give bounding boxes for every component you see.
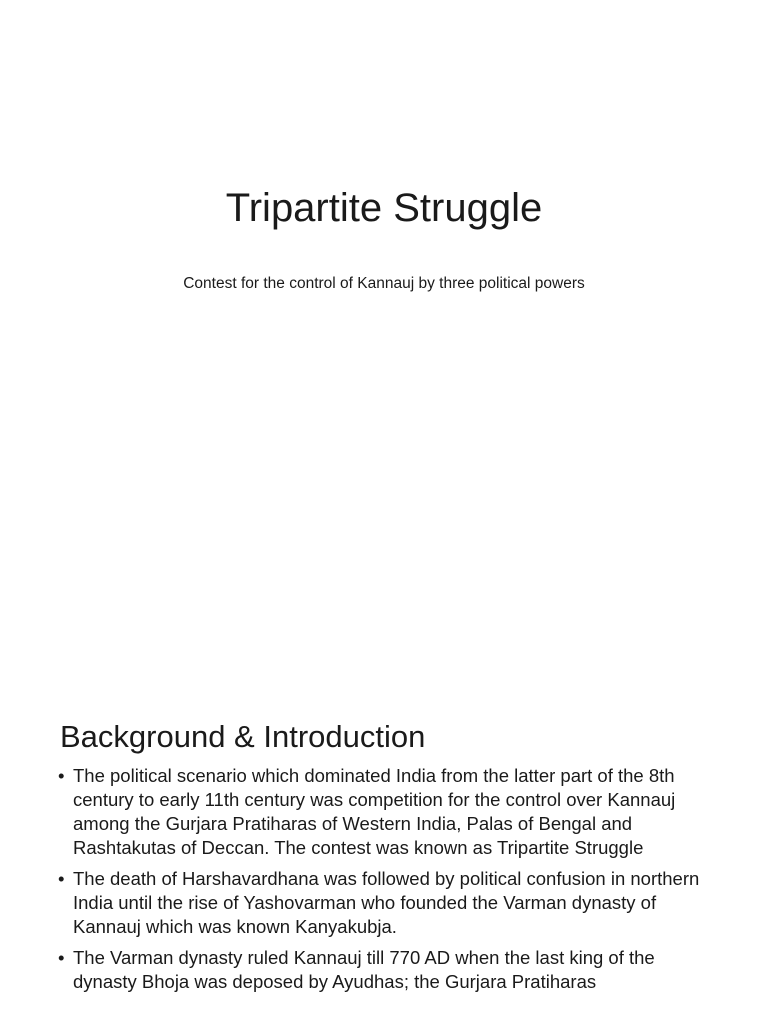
slide-subtitle: Contest for the control of Kannauj by three political powers: [183, 275, 585, 292]
bullet-text: The death of Harshavardhana was followed by political confusion in northern India until the rise of Yashovarman who founded the Varman dynasty of Kannauj which was known Kanyakubja.: [73, 868, 700, 937]
bullet-item: [58, 946, 718, 994]
bullet-item: [58, 764, 718, 860]
bullet-text: The Varman dynasty ruled Kannauj till 770 AD when the last king of the dynasty Bhoja was deposed by Ayudhas; the Gurjara Pratiharas: [73, 947, 655, 992]
bullet-item: [58, 867, 718, 939]
section-heading: Background & Introduction: [60, 719, 426, 754]
bullet-icon: •: [58, 947, 65, 968]
bullet-text: The political scenario which dominated India from the latter part of the 8th century to early 11th century was competition for the control over Kannauj among the Gurjara Pratiharas of Western India, Palas of Bengal and Rashtakutas of Deccan. The contest was known as Tripartite Struggle: [73, 765, 676, 858]
slide-title: Tripartite Struggle: [225, 186, 543, 230]
bullet-list: [58, 764, 718, 1001]
bullet-icon: •: [58, 868, 65, 889]
content-slide: [0, 700, 768, 1024]
bullet-icon: •: [58, 765, 65, 786]
